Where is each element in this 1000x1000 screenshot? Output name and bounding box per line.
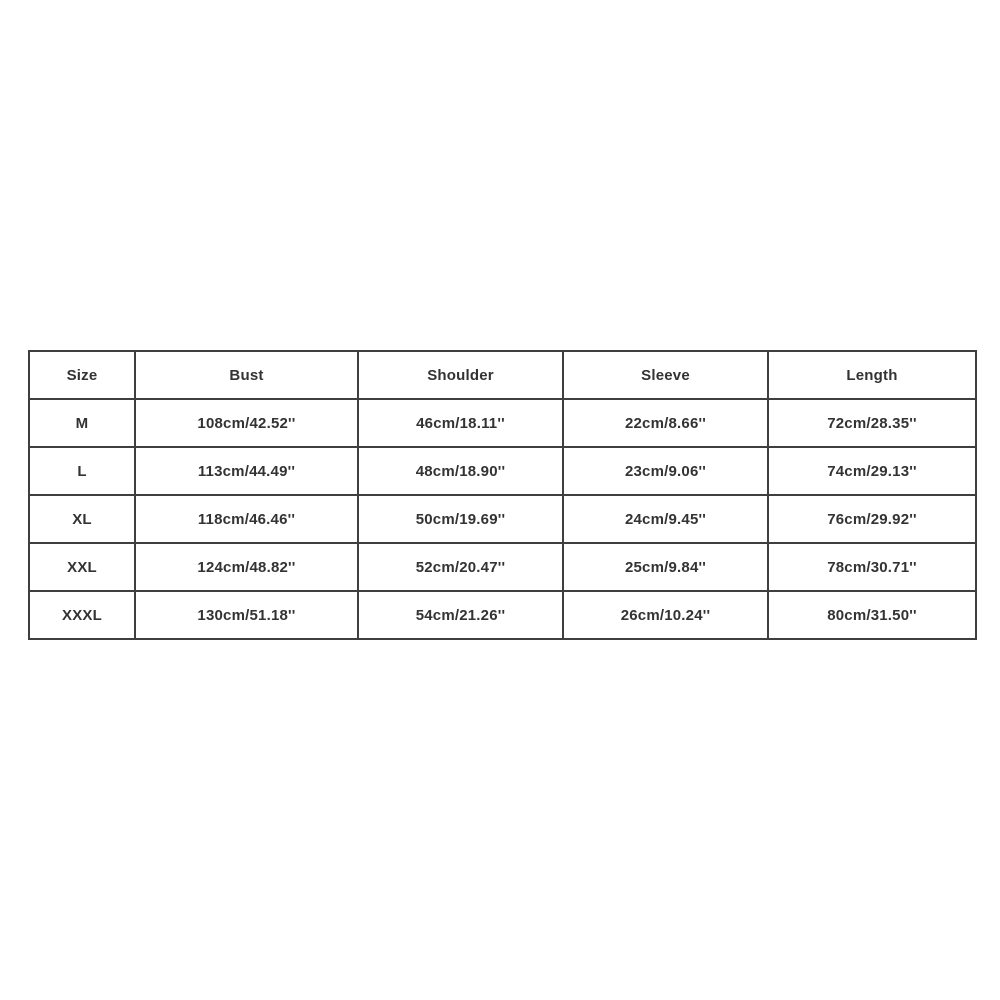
size-cell: L	[29, 447, 135, 495]
length-cell: 74cm/29.13''	[768, 447, 976, 495]
size-cell: XL	[29, 495, 135, 543]
shoulder-cell: 52cm/20.47''	[358, 543, 563, 591]
column-header-shoulder: Shoulder	[358, 351, 563, 399]
shoulder-cell: 54cm/21.26''	[358, 591, 563, 639]
shoulder-cell: 50cm/19.69''	[358, 495, 563, 543]
sleeve-cell: 23cm/9.06''	[563, 447, 768, 495]
column-header-sleeve: Sleeve	[563, 351, 768, 399]
size-cell: XXL	[29, 543, 135, 591]
column-header-size: Size	[29, 351, 135, 399]
table-row	[29, 447, 976, 495]
bust-cell: 113cm/44.49''	[135, 447, 358, 495]
length-cell: 78cm/30.71''	[768, 543, 976, 591]
length-cell: 72cm/28.35''	[768, 399, 976, 447]
column-header-length: Length	[768, 351, 976, 399]
sleeve-cell: 24cm/9.45''	[563, 495, 768, 543]
sleeve-cell: 26cm/10.24''	[563, 591, 768, 639]
table-row	[29, 591, 976, 639]
sleeve-cell: 22cm/8.66''	[563, 399, 768, 447]
size-chart-table	[28, 350, 977, 640]
header-row	[29, 351, 976, 399]
bust-cell: 108cm/42.52''	[135, 399, 358, 447]
length-cell: 76cm/29.92''	[768, 495, 976, 543]
shoulder-cell: 46cm/18.11''	[358, 399, 563, 447]
bust-cell: 124cm/48.82''	[135, 543, 358, 591]
sleeve-cell: 25cm/9.84''	[563, 543, 768, 591]
shoulder-cell: 48cm/18.90''	[358, 447, 563, 495]
table-row	[29, 495, 976, 543]
column-header-bust: Bust	[135, 351, 358, 399]
table-row	[29, 399, 976, 447]
size-cell: M	[29, 399, 135, 447]
length-cell: 80cm/31.50''	[768, 591, 976, 639]
size-chart	[28, 350, 975, 640]
size-cell: XXXL	[29, 591, 135, 639]
table-row	[29, 543, 976, 591]
bust-cell: 130cm/51.18''	[135, 591, 358, 639]
bust-cell: 118cm/46.46''	[135, 495, 358, 543]
